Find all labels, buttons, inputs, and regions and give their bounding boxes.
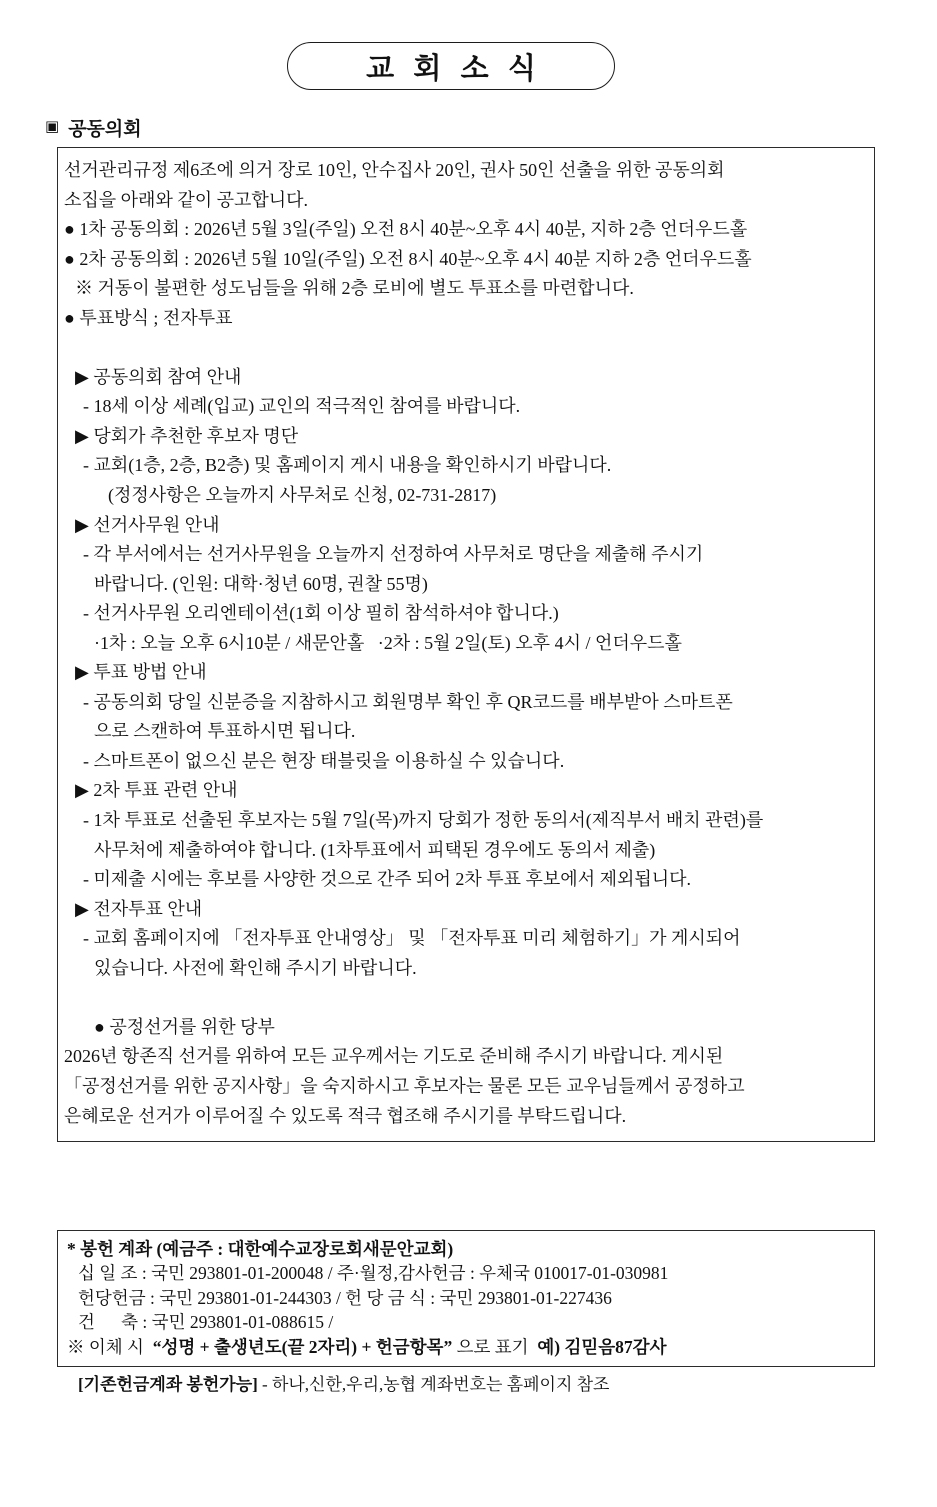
text-segment: - 스마트폰이 없으신 분은 현장 태블릿을 이용하실 수 있습니다. bbox=[83, 750, 565, 771]
text-segment: 으로 스캔하여 투표하시면 됩니다. bbox=[94, 721, 356, 742]
notice-line bbox=[64, 865, 869, 895]
notice-line bbox=[64, 1013, 869, 1043]
text-segment: (정정사항은 오늘까지 사무처로 신청, 02-731-2817) bbox=[108, 485, 497, 506]
text-segment: 바랍니다. (인원: 대학·청년 60명, 권찰 55명) bbox=[94, 573, 428, 594]
text-segment: ▶ 공동의회 참여 안내 bbox=[75, 366, 242, 387]
text-segment: 사무처에 제출하여야 합니다. (1차투표에서 피택된 경우에도 동의서 제출) bbox=[94, 839, 656, 860]
offering-line bbox=[67, 1261, 868, 1285]
text-segment: - 하나,신한,우리,농협 계좌번호는 홈페이지 참조 bbox=[257, 1375, 610, 1394]
section-header bbox=[45, 114, 142, 141]
notice-line bbox=[64, 599, 869, 629]
text-segment: * 봉헌 계좌 (예금주 : 대한예수교장로회새문안교회) bbox=[67, 1239, 454, 1259]
notice-line bbox=[64, 1102, 869, 1132]
notice-line bbox=[64, 245, 869, 275]
notice-line bbox=[64, 747, 869, 777]
notice-line bbox=[64, 451, 869, 481]
text-segment: ● 투표방식 ; 전자투표 bbox=[64, 307, 233, 328]
text-segment: - 선거사무원 오리엔테이션(1회 이상 필히 참석하셔야 합니다.) bbox=[83, 603, 559, 624]
notice-line bbox=[64, 481, 869, 511]
text-segment: ● 공정선거를 위한 당부 bbox=[94, 1016, 275, 1037]
notice-line bbox=[64, 836, 869, 866]
notice-line bbox=[64, 717, 869, 747]
notice-line bbox=[64, 1042, 869, 1072]
notice-line bbox=[64, 895, 869, 925]
text-segment: 십 일 조 : 국민 293801-01-200048 / 주·월정,감사헌금 : 우체국 010017-01-030981 bbox=[78, 1263, 669, 1284]
notice-line bbox=[64, 629, 869, 659]
text-segment: 「공정선거를 위한 공지사항」을 숙지하시고 후보자는 물론 모든 교우님들께서 공정하고 bbox=[64, 1075, 745, 1096]
square-bullet-icon: ▣ bbox=[45, 119, 60, 135]
offering-box bbox=[57, 1230, 875, 1367]
text-segment: 있습니다. 사전에 확인해 주시기 바랍니다. bbox=[94, 957, 417, 978]
notice-line bbox=[64, 776, 869, 806]
text-segment: - 교회(1층, 2층, B2층) 및 홈페이지 게시 내용을 확인하시기 바랍니다. bbox=[83, 455, 612, 476]
text-segment: 선거관리규정 제6조에 의거 장로 10인, 안수집사 20인, 권사 50인 선출을 위한 공동의회 bbox=[64, 160, 725, 180]
text-segment: - 각 부서에서는 선거사무원을 오늘까지 선정하여 사무처로 명단을 제출해 주시기 bbox=[83, 544, 704, 565]
offering-line bbox=[67, 1286, 868, 1310]
text-segment: ● 2차 공동의회 : 2026년 5월 10일(주일) 오전 8시 40분~오후 4시 40분 지하 2층 언더우드홀 bbox=[64, 248, 752, 269]
text-segment: ※ 이체 시 bbox=[67, 1336, 153, 1357]
text-segment: ▶ 선거사무원 안내 bbox=[75, 514, 220, 535]
page-title-banner bbox=[287, 42, 615, 90]
text-segment: ▶ 투표 방법 안내 bbox=[75, 662, 207, 683]
notice-line bbox=[64, 304, 869, 334]
notice-line bbox=[64, 274, 869, 304]
offering-line bbox=[67, 1310, 868, 1334]
text-segment: - 교회 홈페이지에 「전자투표 안내영상」 및 「전자투표 미리 체험하기」가 게시되어 bbox=[83, 928, 741, 949]
offering-line bbox=[67, 1237, 868, 1261]
section-title: 공동의회 bbox=[68, 119, 142, 140]
notice-line bbox=[64, 215, 869, 245]
text-segment: “성명 + 출생년도(끝 2자리) + 헌금항목” bbox=[152, 1336, 453, 1357]
notice-line bbox=[64, 688, 869, 718]
text-segment: 으로 표기 bbox=[452, 1336, 538, 1357]
text-segment: ▶ 당회가 추천한 후보자 명단 bbox=[75, 425, 299, 446]
notice-line bbox=[64, 363, 869, 393]
notice-line bbox=[64, 333, 869, 363]
notice-line bbox=[64, 924, 869, 954]
text-segment: ▶ 전자투표 안내 bbox=[75, 898, 203, 919]
notice-line bbox=[64, 156, 869, 186]
notice-line bbox=[64, 540, 869, 570]
text-segment: 2026년 항존직 선거를 위하여 모든 교우께서는 기도로 준비해 주시기 바랍니다. 게시된 bbox=[64, 1046, 724, 1067]
notice-line bbox=[64, 1072, 869, 1102]
text-segment: - 미제출 시에는 후보를 사양한 것으로 간주 되어 2차 투표 후보에서 제외됩니다. bbox=[83, 869, 692, 890]
notice-line bbox=[64, 422, 869, 452]
text-segment: ※ 거동이 불편한 성도님들을 위해 2층 로비에 별도 투표소를 마련합니다. bbox=[75, 278, 634, 299]
notice-line bbox=[64, 954, 869, 984]
notice-box bbox=[57, 147, 875, 1142]
notice-line bbox=[64, 511, 869, 541]
text-segment: 예) 김믿음87감사 bbox=[537, 1336, 667, 1357]
text-segment: 은혜로운 선거가 이루어질 수 있도록 적극 협조해 주시기를 부탁드립니다. bbox=[64, 1105, 627, 1126]
text-segment: 헌당헌금 : 국민 293801-01-244303 / 헌 당 금 식 : 국민 293801-01-227436 bbox=[78, 1287, 612, 1308]
notice-line bbox=[64, 392, 869, 422]
notice-line bbox=[64, 186, 869, 216]
text-segment: - 1차 투표로 선출된 후보자는 5월 7일(목)까지 당회가 정한 동의서(제직부서 배치 관련)를 bbox=[83, 810, 764, 831]
footer-note bbox=[78, 1370, 609, 1395]
notice-line bbox=[64, 983, 869, 1013]
offering-line bbox=[67, 1335, 868, 1359]
notice-line bbox=[64, 570, 869, 600]
text-segment: 소집을 아래와 같이 공고합니다. bbox=[64, 189, 309, 210]
text-segment: ● 1차 공동의회 : 2026년 5월 3일(주일) 오전 8시 40분~오후 4시 40분, 지하 2층 언더우드홀 bbox=[64, 219, 748, 240]
notice-line bbox=[64, 658, 869, 688]
footer-line bbox=[78, 1370, 609, 1395]
text-segment: ▶ 2차 투표 관련 안내 bbox=[75, 780, 238, 801]
text-segment: 건 축 : 국민 293801-01-088615 / bbox=[78, 1312, 334, 1333]
notice-line bbox=[64, 806, 869, 836]
text-segment: [기존헌금계좌 봉헌가능] bbox=[78, 1375, 258, 1394]
text-segment: - 18세 이상 세례(입교) 교인의 적극적인 참여를 바랍니다. bbox=[83, 396, 521, 417]
page-title: 교 회 소 식 bbox=[366, 52, 542, 85]
text-segment: ·1차 : 오늘 오후 6시10분 / 새문안홀 ·2차 : 5월 2일(토) 오후 4시 / 언더우드홀 bbox=[94, 632, 682, 653]
text-segment: - 공동의회 당일 신분증을 지참하시고 회원명부 확인 후 QR코드를 배부받아 스마트폰 bbox=[83, 691, 733, 712]
